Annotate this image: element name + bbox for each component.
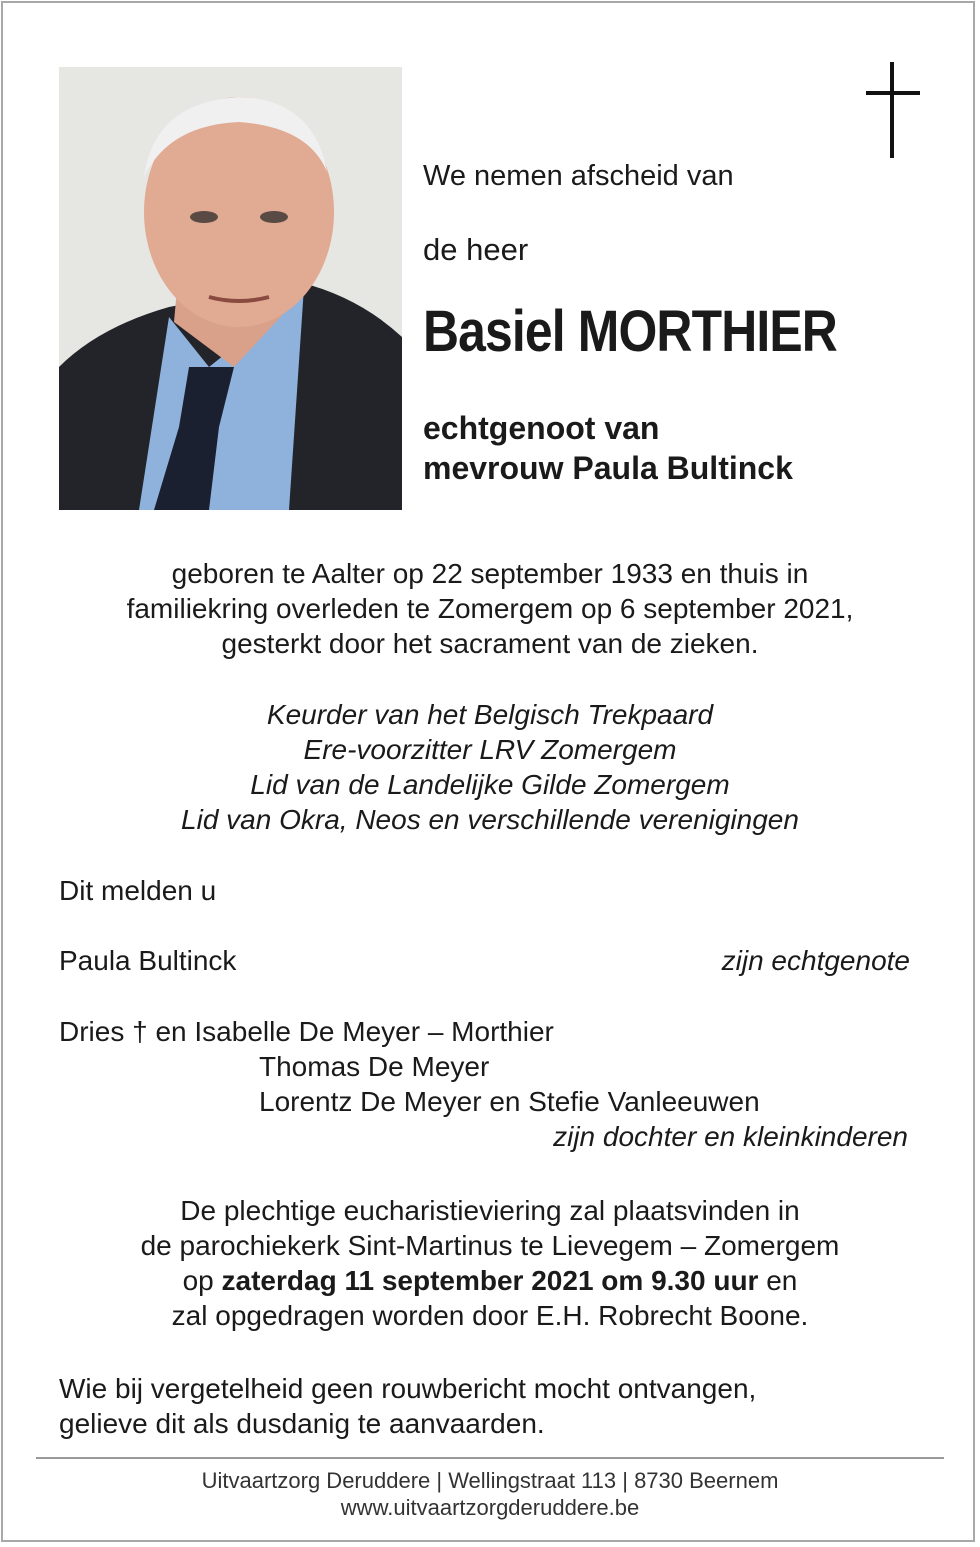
mass-line-4: zal opgedragen worden door E.H. Robrecht Boone. [171, 1300, 809, 1331]
footer-divider [36, 1457, 944, 1459]
birth-line: geboren te Aalter op 22 september 1933 en thuis in [171, 558, 809, 589]
mass-date-time: zaterdag 11 september 2021 om 9.30 uur [221, 1265, 759, 1296]
mass-line-1: De plechtige eucharistieviering zal plaatsvinden in [180, 1195, 800, 1226]
family-children-relation: zijn dochter en kleinkinderen [553, 1121, 908, 1152]
cross-icon [863, 60, 923, 160]
family-spouse-name: Paula Bultinck [59, 945, 237, 976]
family-grandchild: Thomas De Meyer [259, 1051, 490, 1082]
mass-details [0, 1193, 980, 1333]
mass-line-3-pre: op [182, 1265, 222, 1296]
footer-website-link[interactable]: www.uitvaartzorgderuddere.be [340, 1495, 640, 1520]
role-item: Keurder van het Belgisch Trekpaard [266, 699, 714, 730]
role-item: Lid van Okra, Neos en verschillende verenigingen [181, 804, 799, 835]
family-grandchild: Lorentz De Meyer en Stefie Vanleeuwen [259, 1086, 760, 1117]
family-spouse-relation: zijn echtgenote [721, 945, 910, 976]
birth-line: familiekring overleden te Zomergem op 6 september 2021, [126, 593, 854, 624]
mass-line-3 [0, 1263, 980, 1298]
announce-text: Dit melden u [59, 875, 217, 906]
notice-line: Wie bij vergetelheid geen rouwbericht mocht ontvangen, [59, 1373, 757, 1404]
birth-death-details [0, 556, 980, 661]
role-item: Ere-voorzitter LRV Zomergem [303, 734, 677, 765]
portrait-photo [59, 67, 402, 510]
spouse-line-1: echtgenoot van [423, 410, 660, 446]
roles-list [0, 697, 980, 837]
honorific: de heer [423, 232, 529, 267]
role-item: Lid van de Landelijke Gilde Zomergem [250, 769, 730, 800]
mass-line-3-post: en [758, 1265, 798, 1296]
footer [0, 1467, 980, 1521]
mass-line-2: de parochiekerk Sint-Martinus te Lievegem – Zomergem [140, 1230, 840, 1261]
family-children-line: Dries † en Isabelle De Meyer – Morthier [59, 1016, 554, 1047]
spouse-line-2: mevrouw Paula Bultinck [423, 450, 793, 486]
spouse-block [423, 408, 793, 488]
notice-text [59, 1371, 756, 1441]
deceased-name: Basiel MORTHIER [423, 299, 837, 364]
notice-line: gelieve dit als dusdanig te aanvaarden. [59, 1408, 545, 1439]
birth-line: gesterkt door het sacrament van de zieken. [221, 628, 759, 659]
footer-address: Uitvaartzorg Deruddere | Wellingstraat 113 | 8730 Beernem [201, 1468, 779, 1493]
intro-text: We nemen afscheid van [423, 160, 734, 192]
